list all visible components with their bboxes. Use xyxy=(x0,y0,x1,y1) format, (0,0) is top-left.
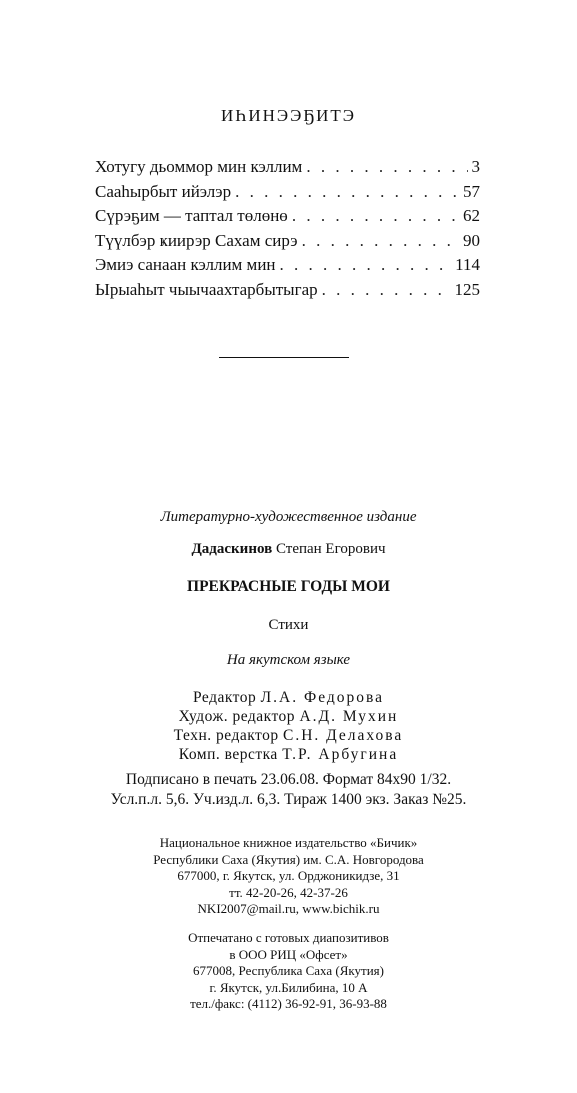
toc-entry xyxy=(95,278,480,303)
toc-entry xyxy=(95,180,480,205)
toc-leader-dots xyxy=(292,204,459,229)
edition-genre: Литературно-художественное издание xyxy=(160,509,417,525)
credit-line xyxy=(0,688,577,707)
toc-entry xyxy=(95,253,480,278)
toc-leader-dots xyxy=(322,278,451,303)
toc-entry xyxy=(95,204,480,229)
author-surname: Дадаскинов xyxy=(191,541,273,557)
toc-leader-dots xyxy=(235,180,459,205)
credit-name: А.Д. Мухин xyxy=(299,708,399,725)
credit-role: Комп. верстка xyxy=(178,746,278,763)
print-info-line: Подписано в печать 23.06.08. Формат 84x90 1/32. xyxy=(125,771,452,788)
book-language: На якутском языке xyxy=(226,652,351,668)
credit-role: Худож. редактор xyxy=(178,708,296,725)
printer-line: тел./факс: (4112) 36-92-91, 36-93-88 xyxy=(190,996,387,1011)
publisher-line: 677000, г. Якутск, ул. Орджоникидзе, 31 xyxy=(177,868,400,883)
printer-line: 677008, Республика Саха (Якутия) xyxy=(193,963,384,978)
book-title: ПРЕКРАСНЫЕ ГОДЫ МОИ xyxy=(187,578,390,595)
credit-name: Т.Р. Арбугина xyxy=(282,746,399,763)
toc-leader-dots xyxy=(306,155,467,180)
credit-line xyxy=(0,726,577,745)
toc-entry-page: 3 xyxy=(471,157,480,176)
section-divider xyxy=(219,357,349,358)
credit-line xyxy=(0,707,577,726)
publisher-line: NKI2007@mail.ru, www.bichik.ru xyxy=(197,901,380,916)
credit-role: Техн. редактор xyxy=(173,727,279,744)
credit-role: Редактор xyxy=(192,689,257,706)
toc-leader-dots xyxy=(280,253,452,278)
publisher-line: тт. 42-20-26, 42-37-26 xyxy=(229,884,348,900)
credits-block xyxy=(0,688,577,764)
toc-entry-page: 114 xyxy=(455,255,480,275)
toc-leader-dots xyxy=(302,229,459,254)
table-of-contents xyxy=(95,155,480,303)
print-info-line: Усл.п.л. 5,6. Уч.изд.л. 6,3. Тираж 1400 экз. Заказ №25. xyxy=(110,790,467,808)
credit-name: Л.А. Федорова xyxy=(260,689,385,706)
toc-entry-page: 125 xyxy=(454,279,480,299)
toc-entry-title: Сүрэҕим — таптал төлөнө xyxy=(95,206,288,226)
toc-entry-title: Сааһырбыт ийэлэр xyxy=(95,181,232,201)
credit-line xyxy=(0,745,577,764)
toc-entry xyxy=(95,229,480,254)
book-genre: Стихи xyxy=(268,617,309,633)
toc-entry-title: Эмиэ санаан кэллим мин xyxy=(95,255,276,275)
toc-entry-page: 57 xyxy=(463,181,480,201)
print-info xyxy=(0,770,577,809)
toc-entry-page: 62 xyxy=(463,206,480,226)
contents-heading: ИҺИНЭЭҔИТЭ xyxy=(221,106,356,125)
printer-line: Отпечатано с готовых диапозитивов xyxy=(188,930,389,945)
author-names: Степан Егорович xyxy=(275,541,386,557)
toc-entry-page: 90 xyxy=(463,230,480,250)
toc-entry-title: Түүлбэр ҝиирэр Сахам сирэ xyxy=(95,230,298,250)
publisher-line: Национальное книжное издательство «Бичик» xyxy=(159,835,418,850)
publisher-info xyxy=(0,835,577,918)
credit-name: С.Н. Делахова xyxy=(282,727,404,744)
toc-entry xyxy=(95,155,480,180)
printer-info xyxy=(0,930,577,1013)
toc-entry-title: Хотугу дьоммор мин кэллим xyxy=(95,157,303,176)
printer-line: г. Якутск, ул.Билибина, 10 А xyxy=(209,979,368,995)
toc-entry-title: Ырыаһыт чыычаахтарбытыгар xyxy=(95,279,318,299)
printer-line: в ООО РИЦ «Офсет» xyxy=(229,946,348,962)
publisher-line: Республики Саха (Якутия) им. С.А. Новгородова xyxy=(153,851,424,867)
author-line xyxy=(0,541,577,558)
